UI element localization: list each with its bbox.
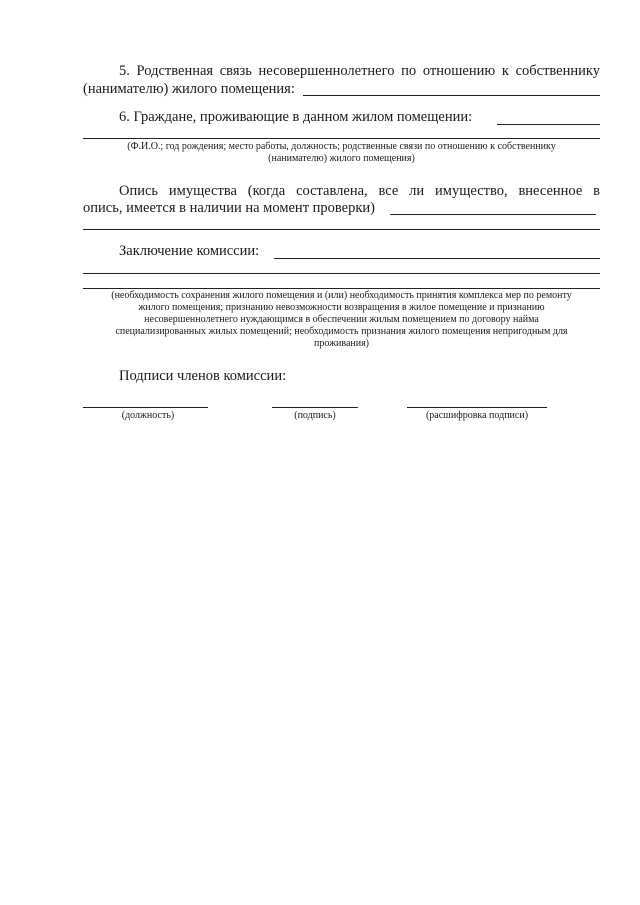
item6-answer-line-1[interactable] xyxy=(497,124,600,125)
transcript-signature-line[interactable] xyxy=(407,407,547,408)
conclusion-caption-line5: проживания) xyxy=(313,338,370,349)
conclusion-answer-line-2[interactable] xyxy=(83,273,600,274)
inventory-line2: опись, имеется в наличии на момент проверки) xyxy=(83,200,375,216)
inventory-answer-line-2[interactable] xyxy=(83,229,600,230)
conclusion-answer-line-1[interactable] xyxy=(274,258,600,259)
item6-caption-line2: (нанимателю) жилого помещения) xyxy=(268,153,415,164)
item6-answer-line-2[interactable] xyxy=(83,138,600,139)
position-caption: (должность) xyxy=(121,410,175,421)
transcript-caption: (расшифровка подписи) xyxy=(425,410,529,421)
signatures-label: Подписи членов комиссии: xyxy=(119,368,287,384)
conclusion-caption-line4: специализированных жилых помещений; необходимость признания жилого помещения непригодным для xyxy=(115,326,568,337)
position-signature-line[interactable] xyxy=(83,407,208,408)
item6-text: 6. Граждане, проживающие в данном жилом помещении: xyxy=(119,109,473,125)
item5-answer-line[interactable] xyxy=(303,95,600,96)
conclusion-caption-line3: несовершеннолетнего нуждающимся в обеспечении жилым помещением по договору найма xyxy=(144,314,539,325)
item5-line1: 5. Родственная связь несовершеннолетнего по отношению к собственнику xyxy=(119,63,600,79)
conclusion-answer-line-3[interactable] xyxy=(83,288,600,289)
conclusion-label: Заключение комиссии: xyxy=(119,243,260,259)
item6-caption-line1: (Ф.И.О.; год рождения; место работы, должность; родственные связи по отношению к собственнику xyxy=(127,141,556,152)
signature-caption: (подпись) xyxy=(294,410,336,421)
conclusion-caption-line1: (необходимость сохранения жилого помещения и (или) необходимость принятия комплекса мер по ремонту xyxy=(111,290,572,301)
item5-line2: (нанимателю) жилого помещения: xyxy=(83,81,295,97)
inventory-line1: Опись имущества (когда составлена, все ли имущество, внесенное в xyxy=(119,183,600,199)
signature-line[interactable] xyxy=(272,407,358,408)
conclusion-caption-line2: жилого помещения; признанию невозможности возвращения в жилое помещение и признанию xyxy=(138,302,545,313)
inventory-answer-line-1[interactable] xyxy=(390,214,596,215)
